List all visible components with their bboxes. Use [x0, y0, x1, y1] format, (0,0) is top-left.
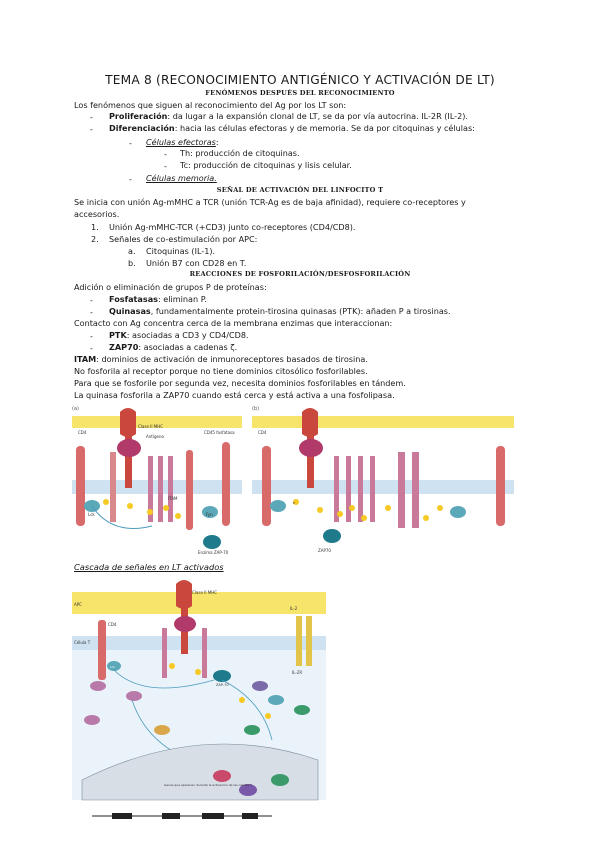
- mhc-label: Clase II MHC: [138, 424, 164, 429]
- list-item-quinasas: [109, 306, 451, 316]
- figure-panel-a: [72, 406, 242, 555]
- il2-label: IL-2: [290, 606, 298, 611]
- itam-label: ITAM: [168, 496, 178, 501]
- list-item-diferenciacion: [109, 123, 475, 133]
- figure-phosphorylation: [68, 402, 518, 558]
- contacto-line: Contacto con Ag concentra cerca de la membrana enzimas que interaccionan:: [74, 318, 393, 328]
- section-heading-fenomenos: FENÓMENOS DESPUÉS DEL RECONOCIMIENTO: [205, 89, 395, 97]
- num-1: 1.: [91, 222, 99, 232]
- text-ptk: : asociadas a CD3 y CD4/CD8.: [126, 330, 249, 340]
- tcell-label: Célula T: [74, 640, 91, 645]
- list-item-proliferacion: [109, 111, 468, 121]
- genes-note: Genes que aparecen durante la activación de las células T: [164, 783, 252, 787]
- cd4-label: CD4: [78, 430, 87, 435]
- apc-label: APC: [74, 602, 82, 607]
- letter-b: b.: [128, 258, 136, 268]
- figure-caption: Cascada de señales en LT activados: [74, 562, 224, 572]
- text-fosfatasas: : eliminan P.: [158, 294, 207, 304]
- text-proliferacion: : da lugar a la expansión clonal de LT, se da por vía autocrina. IL-2R (IL-2).: [167, 111, 468, 121]
- bullet: -: [90, 295, 93, 305]
- section-heading-fosforilacion: REACCIONES DE FOSFORILACIÓN/DESFOSFORILACIÓN: [189, 270, 411, 278]
- bullet: -: [164, 149, 167, 159]
- text-itam: : dominios de activación de inmunoreceptores basados de tirosina.: [96, 354, 368, 364]
- sub-item-a: Citoquinas (IL-1).: [146, 246, 216, 256]
- sub-item-th: Th: producción de citoquinas.: [180, 148, 300, 158]
- para-fosforile-line: Para que se fosforile por segunda vez, necesita dominios fosforilables en tándem.: [74, 378, 406, 388]
- fyn-label: Fyn: [206, 512, 213, 517]
- antigen-label: Antígeno: [146, 434, 164, 439]
- term-proliferacion: Proliferación: [109, 111, 168, 121]
- term-diferenciacion: Diferenciación: [109, 123, 175, 133]
- no-fosforila-line: No fosforila al receptor porque no tiene dominios citosólico fosforilables.: [74, 366, 368, 376]
- sub-item-memoria: Células memoria.: [146, 173, 217, 183]
- panel-b-label: (b): [252, 406, 260, 412]
- term-fosfatasas: Fosfatasas: [109, 294, 158, 304]
- sub-item-tc: Tc: producción de citoquinas y lisis celular.: [180, 160, 352, 170]
- sub-item-efectoras: [146, 137, 219, 147]
- page-title: TEMA 8 (RECONOCIMIENTO ANTIGÉNICO Y ACTIVACIÓN DE LT): [105, 73, 495, 87]
- lck-label: Lck: [88, 512, 95, 517]
- term-zap70: ZAP70: [109, 342, 139, 352]
- zap-label: Enzima ZAP-70: [198, 550, 229, 555]
- list-item-ptk: [109, 330, 249, 340]
- num-2: 2.: [91, 234, 99, 244]
- text-diferenciacion: : hacia las células efectoras y de memoria. Se da por citoquinas y células:: [174, 123, 475, 133]
- il2r-label: IL-2R: [292, 670, 303, 675]
- mhc-label-2: Clase II MHC: [192, 590, 218, 595]
- bullet: -: [164, 161, 167, 171]
- numbered-item-1: Unión Ag-mMHC-TCR (+CD3) junto co-receptores (CD4/CD8).: [109, 222, 356, 232]
- section2-intro-1: Se inicia con unión Ag-mMHC a TCR (unión TCR-Ag es de baja afinidad), requiere co-receptores y: [74, 197, 466, 207]
- figure-panel-b: [252, 406, 514, 553]
- numbered-item-2: Señales de co-estimulación por APC:: [109, 234, 258, 244]
- quinasa-line: La quinasa fosforila a ZAP70 cuando está cerca y está activa a una fosfolipasa.: [74, 390, 395, 400]
- bullet: -: [90, 331, 93, 341]
- panel-a-label: (a): [72, 406, 79, 412]
- term-itam: ITAM: [74, 354, 97, 364]
- sub-item-b: Unión B7 con CD28 en T.: [146, 258, 247, 268]
- bullet: -: [129, 138, 132, 148]
- section2-intro-2: accesorios.: [74, 209, 120, 219]
- cd4-label-b: CD4: [258, 430, 267, 435]
- zap-label-2: ZAP-70: [216, 683, 229, 687]
- letter-a: a.: [128, 246, 136, 256]
- cd45-label: CD45 fosfatasa: [204, 430, 235, 435]
- term-ptk: PTK: [109, 330, 127, 340]
- text-quinasas: , fundamentalmente protein-tirosina quinasas (PTK): añaden P a tirosinas.: [150, 306, 451, 316]
- bullet: -: [90, 124, 93, 134]
- term-quinasas: Quinasas: [109, 306, 151, 316]
- bullet: -: [129, 174, 132, 184]
- list-item-zap70: [109, 342, 237, 352]
- section3-intro: Adición o eliminación de grupos P de proteínas:: [74, 282, 267, 292]
- bullet: -: [90, 343, 93, 353]
- bullet: -: [90, 112, 93, 122]
- text-zap70: : asociadas a cadenas ζ.: [138, 342, 238, 352]
- term-celulas-efectoras: Células efectoras: [146, 137, 216, 147]
- cd4-label-2: CD4: [108, 622, 117, 627]
- colon: :: [215, 137, 219, 147]
- list-item-fosfatasas: [109, 294, 207, 304]
- section1-intro: Los fenómenos que siguen al reconocimiento del Ag por los LT son:: [74, 100, 347, 110]
- figure-signal-cascade: [72, 580, 326, 832]
- lck-label-2: Lck: [110, 665, 116, 669]
- phosphate-label: P: [293, 501, 295, 505]
- zap-label-b: ZAP70: [318, 548, 331, 553]
- itam-line: [74, 354, 368, 364]
- bullet: -: [90, 307, 93, 317]
- section-heading-senal: SEÑAL DE ACTIVACIÓN DEL LINFOCITO T: [216, 186, 384, 194]
